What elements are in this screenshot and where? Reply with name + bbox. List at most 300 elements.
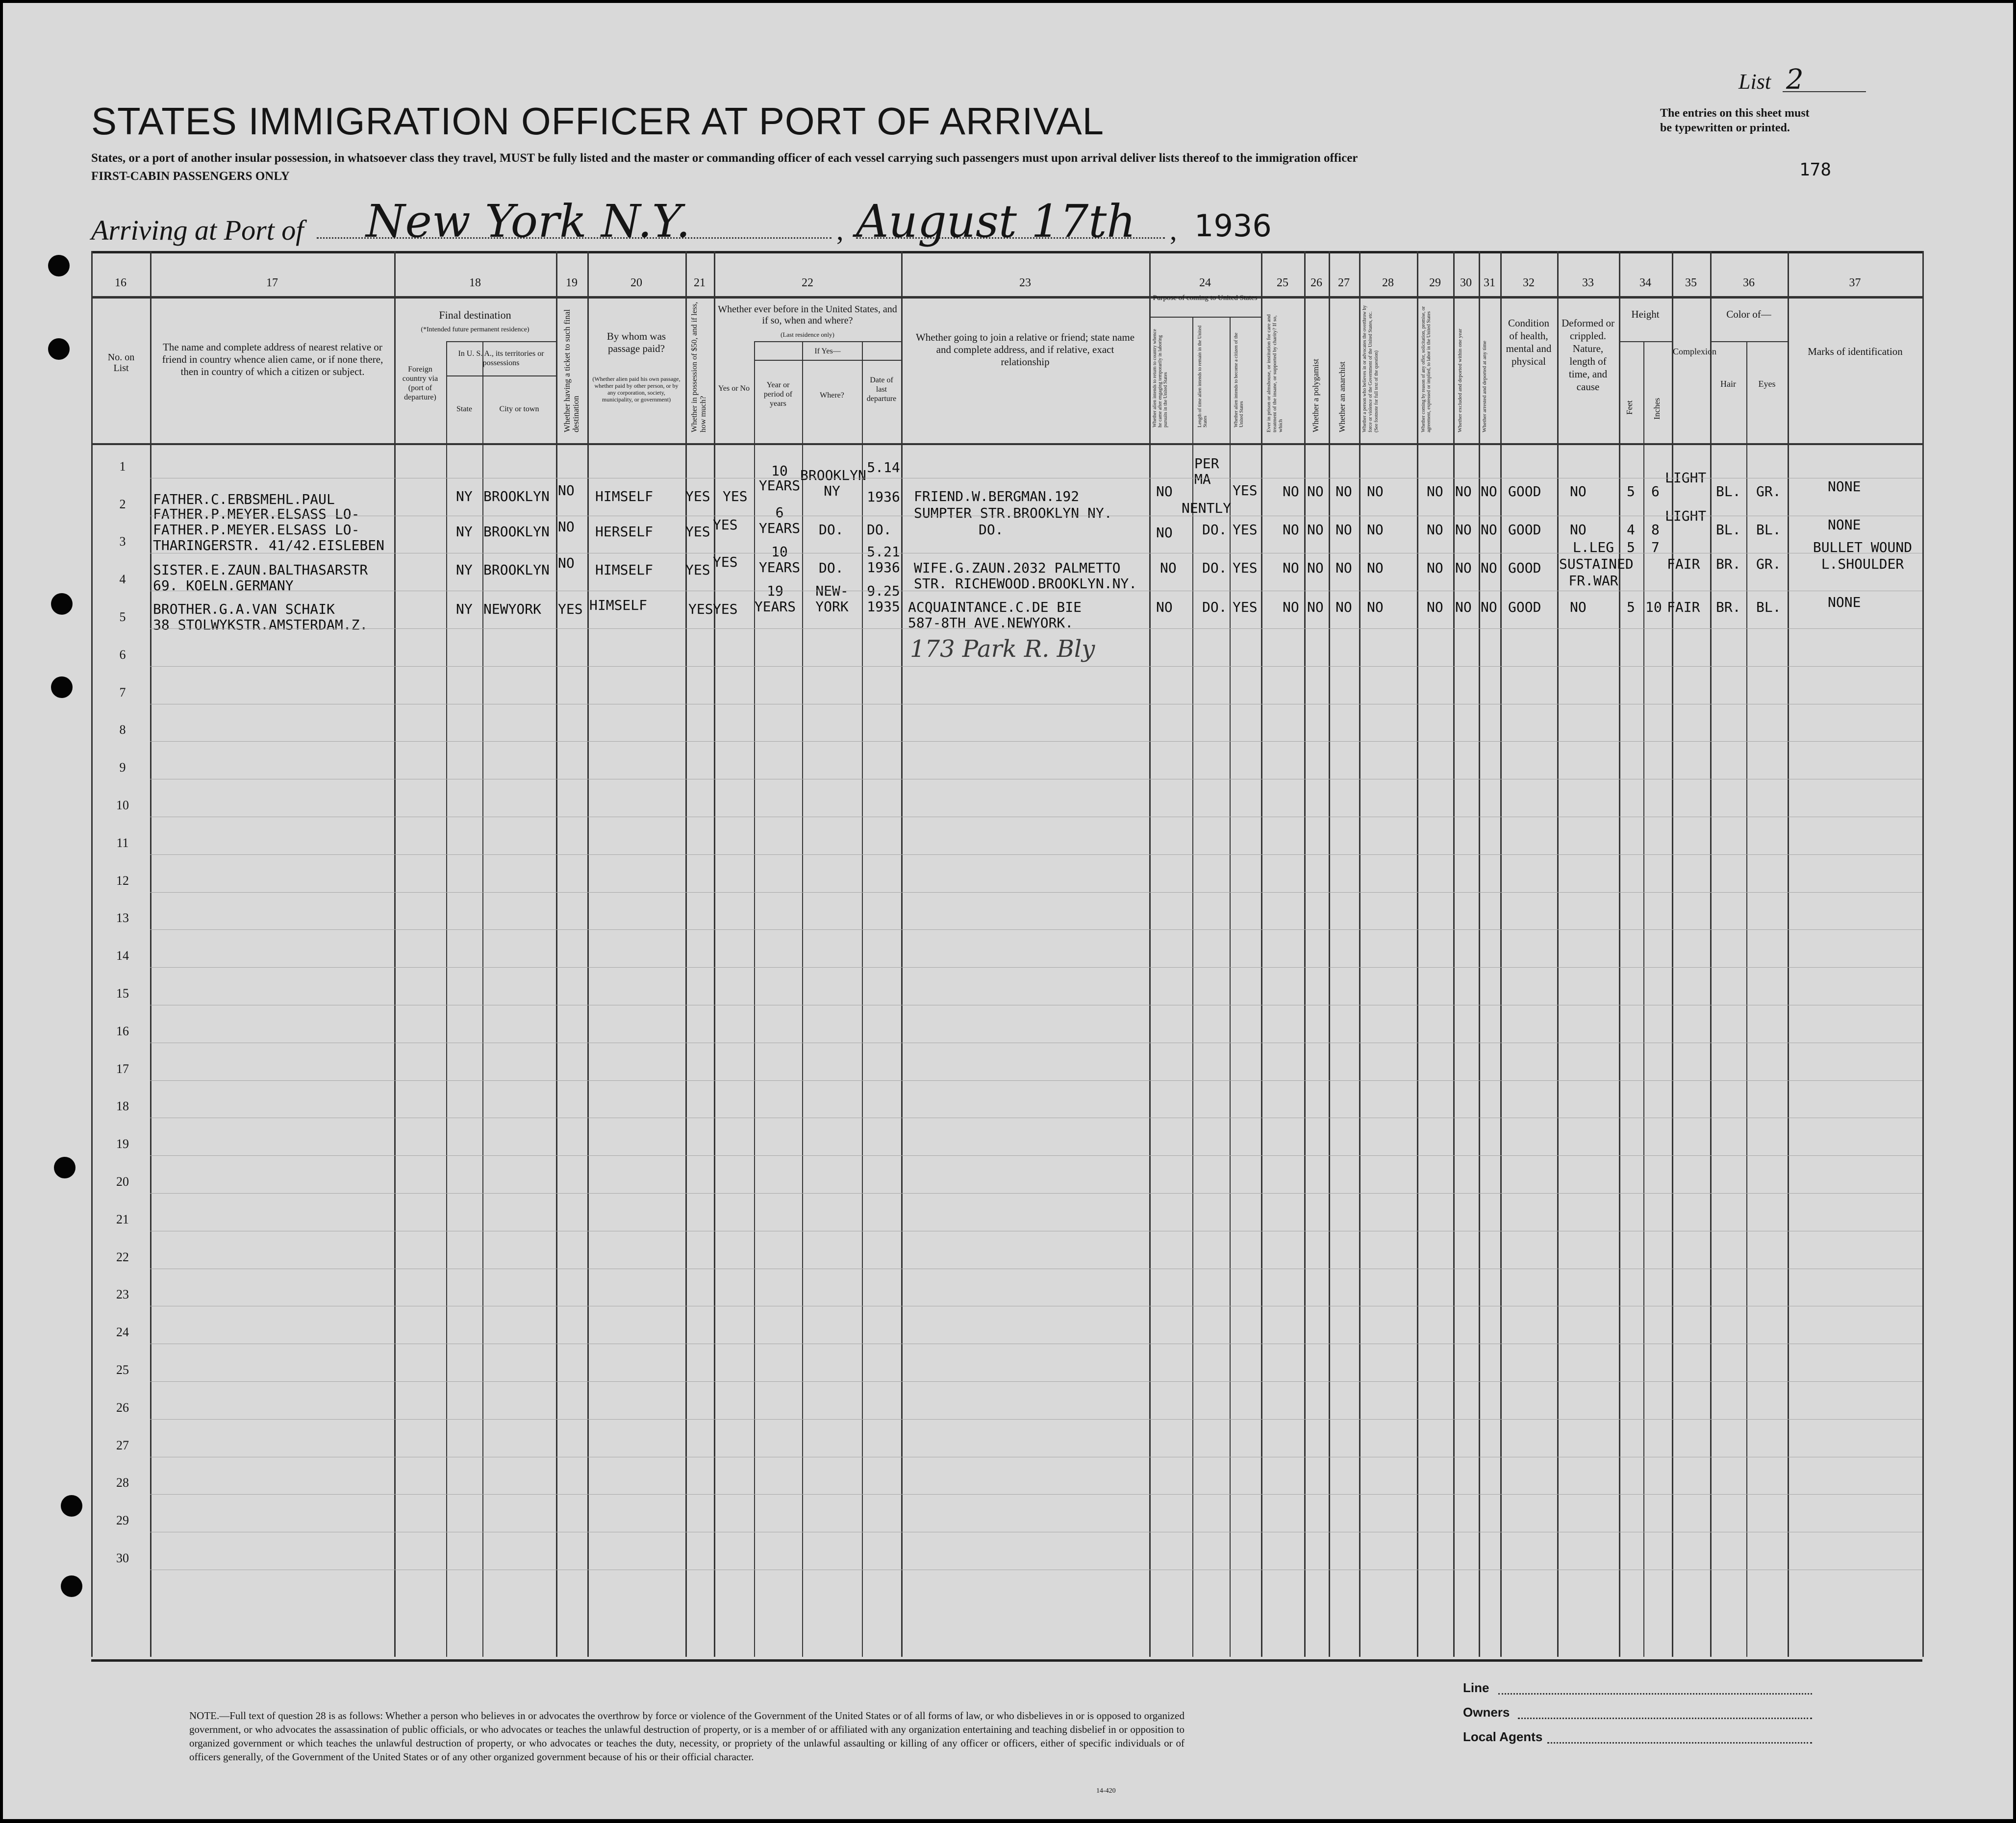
entry-1-arrested: NO: [1481, 483, 1497, 499]
entry-2-relative-line2: THARINGERSTR. 41/42.EISLEBEN: [153, 537, 385, 553]
entry-2-anarchist: NO: [1336, 522, 1352, 538]
col-num-31: 31: [1484, 276, 1495, 289]
entry-2-join: DO.: [979, 522, 1004, 538]
col-line: [754, 341, 755, 1657]
entry-3-date: 5.21 1936: [867, 544, 900, 575]
col-line: [1922, 251, 1924, 1657]
col-head-28: Whether a person who believes in or advocates the overthrow by force or violence of the Government of the United States, etc. (See footnote for full text of the question): [1362, 305, 1379, 432]
col-line: [1261, 251, 1262, 1657]
col-num-36: 36: [1743, 276, 1755, 289]
col-num-18: 18: [469, 276, 481, 289]
col-line: [150, 251, 151, 1657]
entry-4-eyes: BL.: [1756, 599, 1781, 615]
entry-1-relative-line2: FATHER.P.MEYER.ELSASS LO-: [153, 506, 360, 522]
col-line: [1746, 341, 1747, 1657]
column-number-rule: [91, 296, 1922, 299]
row-number: 2: [119, 497, 126, 511]
entry-1-relative: FATHER.C.ERBSMEHL.PAUL: [153, 491, 335, 507]
entry-3-state: NY: [456, 562, 473, 578]
header-bottom-rule: [91, 443, 1922, 445]
col-line: [1619, 251, 1620, 1657]
entry-4-hair: BR.: [1716, 599, 1741, 615]
col-head-22-yesno: Yes or No: [718, 384, 750, 393]
entry-1-return: NO: [1156, 483, 1173, 499]
entry-4-q28: NO: [1367, 599, 1384, 615]
arriving-label: Arriving at Port of: [91, 214, 304, 246]
list-label: List 2: [1739, 64, 1804, 96]
form-title: STATES IMMIGRATION OFFICER AT PORT OF ARRIVAL: [91, 100, 1105, 143]
entry-4-relative-line2: 38 STOLWYKSTR.AMSTERDAM.Z.: [153, 617, 368, 633]
col-head-19: Whether having a ticket to such final destination: [562, 309, 580, 432]
entry-4-ticket: YES: [558, 601, 583, 617]
entry-3-citizen: YES: [1233, 560, 1258, 576]
row-number: 30: [116, 1551, 129, 1565]
entry-1-offer: NO: [1427, 483, 1443, 499]
col-head-22-sub: (Last residence only): [781, 331, 834, 338]
col-num-30: 30: [1460, 276, 1472, 289]
entry-1-join-line2: SUMPTER STR.BROOKLYN NY.: [914, 505, 1112, 521]
entry-1-eyes: GR.: [1756, 483, 1781, 499]
col-head-32: Condition of health, mental and physical: [1506, 317, 1552, 367]
entry-4-return: NO: [1156, 599, 1173, 615]
row-number: 3: [119, 534, 126, 549]
entry-4-arrested: NO: [1481, 599, 1497, 615]
col-line: [802, 341, 803, 1657]
col-head-29: Whether coming by reason of any offer, solicitation, promise, or agreement, expressed or implied, to labor in the United States: [1421, 306, 1432, 432]
entry-4-paid: HIMSELF: [589, 597, 648, 613]
row-number: 21: [116, 1212, 129, 1226]
local-agents-label: Local Agents: [1463, 1729, 1543, 1744]
col-num-29: 29: [1429, 276, 1441, 289]
entry-3-eyes: GR.: [1756, 556, 1781, 572]
form-number: 14-420: [1096, 1787, 1116, 1795]
row-number: 28: [116, 1475, 129, 1490]
form-subtitle: States, or a port of another insular possession, in whatsoever class they travel, MUST be fully listed and the master or commanding officer of each vessel carrying such passengers must upon arrival deliver lists thereof to the immigration officer: [91, 151, 1358, 165]
punch-hole: [54, 1157, 76, 1178]
row-rule: [150, 1155, 1922, 1156]
entry-3-excluded: NO: [1455, 560, 1472, 576]
port-handwritten: New York N.Y.: [366, 195, 691, 248]
entry-4-deformed: NO: [1570, 599, 1587, 615]
entry-2-marks: NONE: [1828, 517, 1861, 533]
row-rule: [150, 967, 1922, 968]
punch-hole: [61, 1575, 82, 1597]
col-num-26: 26: [1310, 276, 1322, 289]
entry-4-marks: NONE: [1828, 594, 1861, 610]
entry-2-q28: NO: [1367, 522, 1384, 538]
entry-4-complexion: FAIR: [1667, 599, 1700, 615]
row-number: 14: [116, 949, 129, 963]
entry-2-feet: 4: [1627, 522, 1635, 538]
entry-4-inches: 10: [1645, 599, 1662, 615]
date-handwritten: August 17th: [856, 195, 1136, 248]
entry-2-money: YES: [685, 524, 710, 540]
entry-1-city: BROOKLYN: [483, 488, 550, 504]
entry-4-state: NY: [456, 601, 473, 617]
entry-1-prison: NO: [1283, 483, 1299, 499]
col-head-33: Deformed or crippled. Nature, length of time, and cause: [1562, 317, 1614, 393]
col-num-27: 27: [1338, 276, 1350, 289]
col-head-22-period: Year or period of years: [763, 381, 793, 408]
col-num-16: 16: [115, 276, 126, 289]
row-number: 17: [116, 1061, 129, 1076]
entry-1-length: PER MA: [1194, 455, 1219, 487]
entry-4-before: YES: [713, 601, 738, 617]
entry-3-period: 10 YEARS: [758, 544, 801, 575]
col-head-18-state: State: [456, 405, 472, 413]
subhead-rule: [1149, 317, 1261, 318]
col-head-18: Final destination: [439, 309, 511, 321]
entry-2-paid: HERSELF: [595, 524, 654, 540]
entry-1-anarchist: NO: [1336, 483, 1352, 499]
col-head-24-b: Length of time alien intends to remain in the United States: [1197, 325, 1208, 427]
entry-2-arrested: NO: [1481, 522, 1497, 538]
entry-1-length-line3: NENTLY: [1182, 500, 1232, 516]
entry-1-before: YES: [723, 488, 748, 504]
entry-1-feet: 5: [1627, 483, 1635, 499]
cabin-class: FIRST-CABIN PASSENGERS ONLY: [91, 170, 290, 183]
entry-1-paid: HIMSELF: [595, 488, 654, 504]
col-line: [91, 251, 93, 1657]
row-number: 27: [116, 1438, 129, 1452]
col-num-20: 20: [630, 276, 642, 289]
col-head-37: Marks of identification: [1808, 346, 1903, 357]
entry-2-complexion: LIGHT: [1665, 508, 1707, 524]
entry-3-relative-line2: 69. KOELN.GERMANY: [153, 577, 294, 594]
entry-4-anarchist: NO: [1336, 599, 1352, 615]
subhead-rule: [1710, 341, 1788, 342]
entry-4-city: NEWYORK: [483, 601, 542, 617]
entry-2-offer: NO: [1427, 522, 1443, 538]
col-line: [1230, 317, 1231, 1657]
entry-3-prison: NO: [1283, 560, 1299, 576]
row-number: 24: [116, 1325, 129, 1340]
col-num-21: 21: [694, 276, 706, 289]
entry-2-inches: 8: [1651, 522, 1660, 538]
col-head-24-a: Whether alien intends to return to country whence he came after engaging temporarily in laboring pursuits in the United States: [1152, 329, 1168, 427]
col-head-31: Whether arrested and deported at any time: [1482, 341, 1487, 432]
entry-3-city: BROOKLYN: [483, 562, 550, 578]
col-line: [1500, 251, 1502, 1657]
entry-1-marks: NONE: [1828, 478, 1861, 495]
col-num-32: 32: [1523, 276, 1535, 289]
entry-3-where: DO.: [819, 560, 844, 576]
entry-4-excluded: NO: [1455, 599, 1472, 615]
punch-hole: [51, 676, 73, 698]
col-head-24: Purpose of coming to United States: [1153, 294, 1258, 302]
col-head-27: Whether an anarchist: [1337, 361, 1347, 432]
col-head-23: Whether going to join a relative or friend; state name and complete address, and if relative, exact relationship: [915, 331, 1135, 368]
row-rule: [150, 854, 1922, 855]
entry-2-prison: NO: [1283, 522, 1299, 538]
row-rule: [150, 1494, 1922, 1495]
col-line: [1672, 251, 1673, 1657]
entry-3-marks: BULLET WOUND L.SHOULDER: [1813, 539, 1913, 572]
entry-1-money: YES: [685, 488, 710, 504]
col-line: [1453, 251, 1455, 1657]
entry-3-ticket: NO: [558, 555, 575, 571]
entry-3-complexion: FAIR: [1667, 556, 1700, 572]
year: 1936: [1194, 208, 1272, 244]
row-number: 19: [116, 1137, 129, 1151]
row-number: 20: [116, 1174, 129, 1189]
row-rule: [150, 1419, 1922, 1420]
entry-1-deformed: NO: [1570, 483, 1587, 499]
entry-1-excluded: NO: [1455, 483, 1472, 499]
entry-2-length: DO.: [1202, 522, 1227, 538]
col-line: [1479, 251, 1480, 1657]
entry-4-citizen: YES: [1233, 599, 1258, 615]
entry-4-money: YES: [688, 601, 713, 617]
entry-2-city: BROOKLYN: [483, 524, 550, 540]
col-num-35: 35: [1685, 276, 1697, 289]
entry-1-period: 10 YEARS: [758, 463, 801, 494]
row-number: 29: [116, 1513, 129, 1528]
entry-3-deformed: L.LEG SUSTAINED FR.WAR: [1559, 539, 1634, 589]
owners-label: Owners: [1463, 1705, 1510, 1720]
local-agents-field: [1547, 1742, 1812, 1744]
row-number: 12: [116, 873, 129, 888]
entry-1-q28: NO: [1367, 483, 1384, 499]
col-line: [1710, 251, 1712, 1657]
entry-1-state: NY: [456, 488, 473, 504]
row-number: 25: [116, 1363, 129, 1377]
col-head-17: The name and complete address of nearest relative or friend in country whence alien came, or if none there, then in country of which a citizen or subject.: [162, 341, 383, 377]
subhead-rule: [446, 341, 556, 342]
entry-1-where: BROOKLYN NY: [800, 467, 866, 499]
entry-4-join: ACQUAINTANCE.C.DE BIE: [908, 599, 1082, 615]
row-rule: [150, 1381, 1922, 1382]
subhead-rule: [446, 375, 556, 376]
col-head-18-sub: (*Intended future permanent residence): [421, 326, 529, 333]
row-number: 22: [116, 1249, 129, 1264]
entry-4-offer: NO: [1427, 599, 1443, 615]
entry-3-polygamist: NO: [1307, 560, 1324, 576]
col-line: [1359, 251, 1361, 1657]
col-num-33: 33: [1582, 276, 1594, 289]
col-line: [1417, 251, 1418, 1657]
row-number: 10: [116, 798, 129, 812]
col-head-22-ifyes: If Yes—: [814, 347, 841, 355]
row-rule: [150, 666, 1922, 667]
entry-3-health: GOOD: [1508, 560, 1541, 576]
entry-1-hair: BL.: [1716, 483, 1741, 499]
entry-4-length: DO.: [1202, 599, 1227, 615]
entry-4-feet: 5: [1627, 599, 1635, 615]
entry-3-before: YES: [713, 554, 738, 570]
entry-1-polygamist: NO: [1307, 483, 1324, 499]
line-label: Line: [1463, 1680, 1489, 1695]
col-line: [1149, 251, 1151, 1657]
entry-2-health: GOOD: [1508, 522, 1541, 538]
entry-1-join: FRIEND.W.BERGMAN.192: [914, 488, 1080, 504]
entry-2-excluded: NO: [1455, 522, 1472, 538]
entry-1-citizen: YES: [1233, 482, 1258, 499]
col-line: [862, 341, 863, 1657]
col-head-26: Whether a polygamist: [1311, 358, 1320, 432]
row-rule: [150, 1080, 1922, 1081]
entry-4-period: 19 YEARS: [754, 583, 796, 615]
row-number: 5: [119, 610, 126, 624]
subhead-rule: [754, 360, 901, 361]
entry-3-offer: NO: [1427, 560, 1443, 576]
row-number: 4: [119, 572, 126, 587]
col-line: [587, 251, 589, 1657]
col-num-28: 28: [1382, 276, 1394, 289]
manifest-sheet: [3, 3, 2013, 1819]
row-number: 18: [116, 1099, 129, 1114]
entry-2-eyes: BL.: [1756, 522, 1781, 538]
col-head-21: Whether in possession of $50, and if less, how much?: [690, 301, 707, 432]
row-number: 1: [119, 459, 126, 474]
entry-1-date: 5.14 1936: [867, 459, 900, 505]
col-line: [714, 251, 715, 1657]
col-head-34-inches: Inches: [1652, 398, 1662, 420]
subhead-rule: [1619, 341, 1672, 342]
entry-2-citizen: YES: [1233, 522, 1258, 538]
entry-3-hair: BR.: [1716, 556, 1741, 572]
list-number: 2: [1786, 64, 1804, 96]
col-line: [394, 251, 396, 1657]
col-line: [1557, 251, 1559, 1657]
col-num-24: 24: [1199, 276, 1211, 289]
row-number: 9: [119, 760, 126, 775]
entry-4-join-handwritten: 173 Park R. Bly: [910, 635, 1095, 663]
col-head-30: Whether excluded and deported within one year: [1457, 328, 1463, 432]
entry-3-relative: SISTER.E.ZAUN.BALTHASARSTR: [153, 562, 368, 578]
row-number: 11: [116, 835, 129, 850]
entry-3-join-line2: STR. RICHEWOOD.BROOKLYN.NY.: [914, 575, 1137, 592]
col-head-36: Color of—: [1726, 308, 1771, 320]
entry-2-date: DO.: [867, 522, 892, 538]
col-line: [685, 251, 687, 1657]
entry-2-return: NO: [1156, 524, 1173, 541]
entry-3-q28: NO: [1367, 560, 1384, 576]
entry-4-where: NEW- YORK: [815, 583, 849, 615]
entry-1-inches: 6: [1651, 483, 1660, 499]
col-num-25: 25: [1277, 276, 1288, 289]
entry-2-where: DO.: [819, 522, 844, 538]
col-head-18-city: City or town: [499, 405, 539, 413]
col-line: [556, 251, 557, 1657]
entry-4-health: GOOD: [1508, 599, 1541, 615]
comma: ,: [836, 214, 844, 246]
entry-3-inches: 7: [1651, 539, 1660, 555]
entry-3-return: NO: [1160, 560, 1177, 576]
entry-2-period: 6 YEARS: [758, 504, 801, 536]
manifest-table: [91, 251, 1922, 1662]
row-rule: [150, 741, 1922, 742]
entry-1-ticket: NO: [558, 482, 575, 499]
row-number: 7: [119, 685, 126, 699]
col-head-22-date: Date of last departure: [866, 376, 897, 403]
row-number: 13: [116, 911, 129, 925]
line-field: [1498, 1693, 1812, 1695]
entry-4-date: 9.25 1935: [867, 583, 900, 615]
entry-3-length: DO.: [1202, 560, 1227, 576]
col-head-34-feet: Feet: [1625, 400, 1634, 415]
col-head-24-c: Whether alien intends to become a citizen of the United States: [1234, 332, 1244, 427]
owners-field: [1518, 1718, 1812, 1719]
col-num-22: 22: [802, 276, 813, 289]
punch-hole: [51, 593, 73, 615]
col-line: [1329, 251, 1330, 1657]
col-head-34: Height: [1631, 308, 1660, 320]
col-head-36-eyes: Eyes: [1758, 379, 1776, 389]
footnote-q28: NOTE.—Full text of question 28 is as follows: Whether a person who believes in or advocates the overthrow by force or violence of the Government of the United States or of all forms of law, or who disbelieves in or is opposed to organized government, or who advocates the assassination of public officials, or who advocates or teaches the unlawful destruction of property, or is a member of or affiliated with any organization entertaining and teaching disbelief in or opposition to organized government or which teaches the unlawful destruction of property, or who advocates or teaches the duty, necessity, or propriety of the unlawful assaulting or killing of any officer or officers, either of specific individuals or of officers generally, of the Government of the United States or of any other organized government because of his or their official character.: [189, 1710, 1184, 1763]
col-head-22: Whether ever before in the United States, and if so, when and where?: [718, 304, 897, 326]
entry-4-polygamist: NO: [1307, 599, 1324, 615]
col-head-20: By whom was passage paid?: [606, 330, 666, 354]
col-num-37: 37: [1849, 276, 1861, 289]
col-head-18-usa: In U. S. A., its territories or possessions: [458, 350, 544, 367]
col-num-23: 23: [1019, 276, 1031, 289]
col-head-35: Complexion: [1673, 347, 1716, 356]
entry-4-relative: BROTHER.G.A.VAN SCHAIK: [153, 601, 335, 617]
col-head-18-foreign: Foreign country via (port of departure): [402, 365, 438, 401]
entry-2-polygamist: NO: [1307, 522, 1324, 538]
entry-2-ticket: NO: [558, 519, 575, 535]
entry-3-feet: 5: [1627, 539, 1635, 555]
entry-4-join-line2: 587-8TH AVE.NEWYORK.: [908, 615, 1074, 631]
row-rule: [150, 892, 1922, 893]
row-rule: [150, 1193, 1922, 1194]
col-head-16: No. on List: [107, 352, 135, 374]
col-head-20-sub: (Whether alien paid his own passage, whether paid by other person, or by any corporation, society, municipality, or government): [592, 375, 680, 403]
row-rule: [150, 929, 1922, 930]
col-head-25: Ever in prison or almshouse, or institution for care and treatment of the insane, or supported by charity? If so, which: [1266, 314, 1284, 432]
row-number: 16: [116, 1024, 129, 1038]
punch-hole: [48, 338, 70, 360]
entry-2-deformed: NO: [1570, 522, 1587, 538]
row-number: 15: [116, 986, 129, 1000]
col-num-34: 34: [1639, 276, 1651, 289]
entry-2-hair: BL.: [1716, 522, 1741, 538]
entry-1-complexion: LIGHT: [1665, 470, 1707, 486]
col-num-19: 19: [566, 276, 578, 289]
comma: ,: [1170, 214, 1177, 246]
col-line: [1643, 341, 1644, 1657]
entry-3-money: YES: [685, 562, 710, 578]
entry-2-before: YES: [713, 517, 738, 533]
col-line: [1192, 317, 1193, 1657]
col-num-17: 17: [266, 276, 278, 289]
typewritten-instruction: The entries on this sheet must be typewritten or printed.: [1660, 107, 1810, 134]
entry-1-health: GOOD: [1508, 483, 1541, 499]
row-number: 26: [116, 1400, 129, 1415]
row-number: 6: [119, 647, 126, 662]
sheet-number: 178: [1799, 160, 1832, 180]
col-line: [1304, 251, 1306, 1657]
entry-3-anarchist: NO: [1336, 560, 1352, 576]
punch-hole: [61, 1495, 82, 1517]
entry-2-relative: FATHER.P.MEYER.ELSASS LO-: [153, 522, 360, 538]
entry-3-arrested: NO: [1481, 560, 1497, 576]
entry-2-state: NY: [456, 524, 473, 540]
entry-3-paid: HIMSELF: [595, 562, 654, 578]
col-head-36-hair: Hair: [1720, 379, 1736, 389]
entry-3-join: WIFE.G.ZAUN.2032 PALMETTO: [914, 560, 1121, 576]
punch-hole: [48, 255, 70, 276]
col-line: [446, 341, 447, 1657]
row-number: 23: [116, 1287, 129, 1302]
row-number: 8: [119, 723, 126, 737]
col-head-22-where: Where?: [820, 391, 844, 400]
list-underline: [1783, 91, 1866, 92]
col-line: [1788, 251, 1789, 1657]
row-rule: [150, 628, 1922, 629]
entry-4-prison: NO: [1283, 599, 1299, 615]
